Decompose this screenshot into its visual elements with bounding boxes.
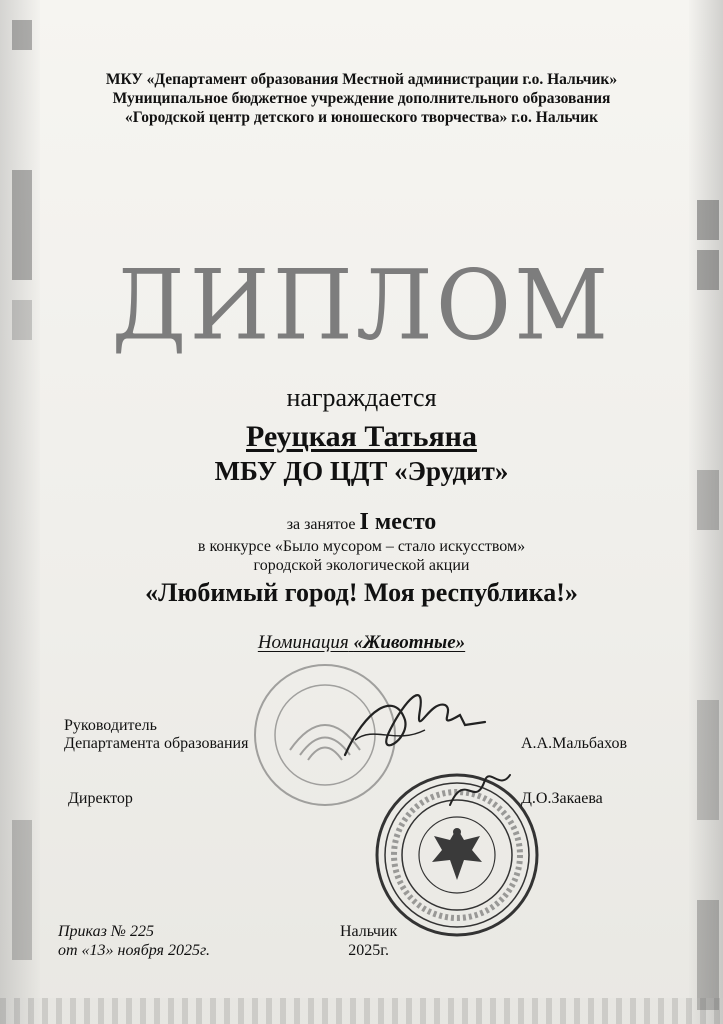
awarded-text: награждается <box>286 383 437 412</box>
director-title: Директор <box>68 790 133 807</box>
city: Нальчик <box>340 923 398 940</box>
nomination <box>0 632 723 654</box>
place-value: I место <box>359 509 437 535</box>
director-name: Д.О.Закаева <box>521 790 603 807</box>
place-line <box>0 509 723 536</box>
recipient-organization: МБУ ДО ЦДТ «Эрудит» <box>214 456 509 486</box>
order-date: от «13» ноября 2025г. <box>58 942 211 959</box>
header-line-1: МКУ «Департамент образования Местной администрации г.о. Нальчик» <box>105 71 618 88</box>
issuer-header <box>0 70 723 127</box>
nomination-label: Номинация <box>257 632 349 653</box>
director-signature <box>440 760 520 820</box>
order-number: Приказ № 225 <box>58 923 154 940</box>
action-name: городской экологической акции <box>253 557 470 574</box>
place-and-year <box>340 922 397 960</box>
place-prefix: за занятое <box>286 516 356 533</box>
head-title-line-2: Департамента образования <box>64 735 249 752</box>
head-title-line-1: Руководитель <box>64 717 157 734</box>
action-slogan: «Любимый город! Моя республика!» <box>145 578 578 607</box>
contest-name: в конкурсе «Было мусором – стало искусством» <box>197 538 526 555</box>
header-line-2: Муниципальное бюджетное учреждение дополнительного образования <box>112 90 611 107</box>
nomination-value: «Животные» <box>353 632 466 653</box>
diploma-title: ДИПЛОМ <box>111 249 612 362</box>
head-name: А.А.Мальбахов <box>521 735 628 752</box>
order-info <box>58 922 210 960</box>
year: 2025г. <box>348 942 389 959</box>
bottom-edge-decoration <box>0 998 723 1024</box>
header-line-3: «Городской центр детского и юношеского творчества» г.о. Нальчик <box>124 109 599 126</box>
recipient-name: Реуцкая Татьяна <box>246 420 477 453</box>
head-title <box>64 717 248 753</box>
